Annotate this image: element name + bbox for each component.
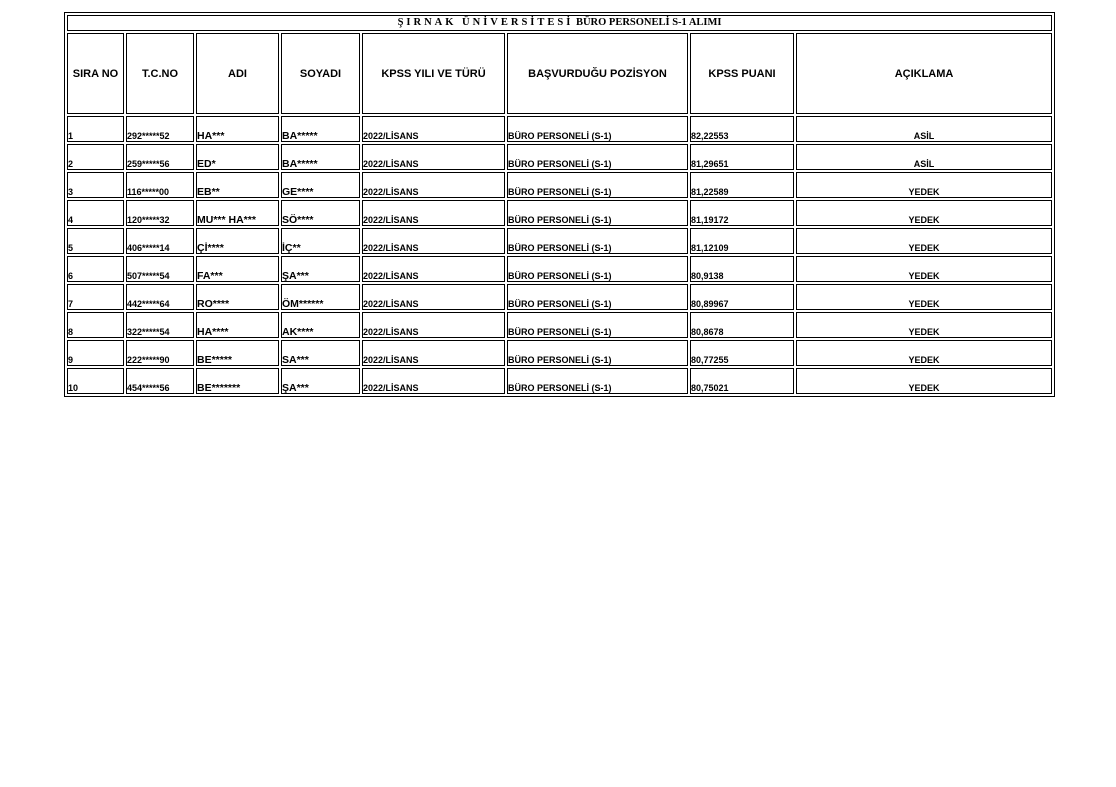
cell-soyadi: GE****: [281, 172, 360, 198]
cell-tc: 406*****14: [126, 228, 194, 254]
cell-aciklama: ASİL: [796, 116, 1052, 142]
table-row: [67, 228, 1052, 254]
cell-pozisyon: BÜRO PERSONELİ (S-1): [507, 172, 688, 198]
cell-tc: 454*****56: [126, 368, 194, 394]
cell-soyadi: ŞA***: [281, 368, 360, 394]
cell-puan: 80,89967: [690, 284, 794, 310]
header-aciklama: AÇIKLAMA: [796, 33, 1052, 114]
header-row: [67, 33, 1052, 114]
cell-sira: 9: [67, 340, 124, 366]
cell-kpss: 2022/LİSANS: [362, 256, 505, 282]
cell-kpss: 2022/LİSANS: [362, 172, 505, 198]
cell-soyadi: AK****: [281, 312, 360, 338]
cell-pozisyon: BÜRO PERSONELİ (S-1): [507, 200, 688, 226]
cell-soyadi: BA*****: [281, 116, 360, 142]
cell-pozisyon: BÜRO PERSONELİ (S-1): [507, 228, 688, 254]
header-tc-no: T.C.NO: [126, 33, 194, 114]
cell-sira: 3: [67, 172, 124, 198]
cell-pozisyon: BÜRO PERSONELİ (S-1): [507, 144, 688, 170]
cell-puan: 81,19172: [690, 200, 794, 226]
cell-soyadi: SÖ****: [281, 200, 360, 226]
cell-tc: 292*****52: [126, 116, 194, 142]
table-row: [67, 200, 1052, 226]
cell-kpss: 2022/LİSANS: [362, 340, 505, 366]
cell-soyadi: ŞA***: [281, 256, 360, 282]
table-row: [67, 368, 1052, 394]
cell-tc: 259*****56: [126, 144, 194, 170]
table-row: [67, 144, 1052, 170]
cell-puan: 80,75021: [690, 368, 794, 394]
cell-puan: 80,8678: [690, 312, 794, 338]
cell-aciklama: YEDEK: [796, 172, 1052, 198]
cell-aciklama: ASİL: [796, 144, 1052, 170]
cell-soyadi: SA***: [281, 340, 360, 366]
cell-kpss: 2022/LİSANS: [362, 312, 505, 338]
cell-sira: 7: [67, 284, 124, 310]
title-row: [67, 15, 1052, 31]
cell-pozisyon: BÜRO PERSONELİ (S-1): [507, 116, 688, 142]
cell-tc: 322*****54: [126, 312, 194, 338]
cell-sira: 4: [67, 200, 124, 226]
header-kpss-puani: KPSS PUANI: [690, 33, 794, 114]
cell-adi: EB**: [196, 172, 279, 198]
cell-tc: 222*****90: [126, 340, 194, 366]
cell-aciklama: YEDEK: [796, 256, 1052, 282]
header-pozisyon: BAŞVURDUĞU POZİSYON: [507, 33, 688, 114]
cell-puan: 81,29651: [690, 144, 794, 170]
table-row: [67, 172, 1052, 198]
table-row: [67, 256, 1052, 282]
cell-aciklama: YEDEK: [796, 312, 1052, 338]
cell-pozisyon: BÜRO PERSONELİ (S-1): [507, 312, 688, 338]
cell-adi: BE*****: [196, 340, 279, 366]
cell-aciklama: YEDEK: [796, 340, 1052, 366]
header-kpss-yili: KPSS YILI VE TÜRÜ: [362, 33, 505, 114]
title-university: ŞIRNAK ÜNİVERSİTESİ: [397, 17, 574, 28]
results-table: [64, 12, 1055, 397]
cell-pozisyon: BÜRO PERSONELİ (S-1): [507, 284, 688, 310]
cell-kpss: 2022/LİSANS: [362, 144, 505, 170]
cell-aciklama: YEDEK: [796, 368, 1052, 394]
cell-soyadi: ÖM******: [281, 284, 360, 310]
cell-puan: 81,12109: [690, 228, 794, 254]
header-adi: ADI: [196, 33, 279, 114]
cell-aciklama: YEDEK: [796, 228, 1052, 254]
table-row: [67, 116, 1052, 142]
cell-adi: Çİ****: [196, 228, 279, 254]
cell-soyadi: İÇ**: [281, 228, 360, 254]
cell-sira: 2: [67, 144, 124, 170]
cell-kpss: 2022/LİSANS: [362, 200, 505, 226]
cell-sira: 5: [67, 228, 124, 254]
document-title: [67, 15, 1052, 31]
cell-puan: 82,22553: [690, 116, 794, 142]
cell-sira: 8: [67, 312, 124, 338]
cell-tc: 507*****54: [126, 256, 194, 282]
header-sira-no: SIRA NO: [67, 33, 124, 114]
cell-tc: 116*****00: [126, 172, 194, 198]
cell-aciklama: YEDEK: [796, 284, 1052, 310]
cell-puan: 81,22589: [690, 172, 794, 198]
cell-sira: 1: [67, 116, 124, 142]
cell-pozisyon: BÜRO PERSONELİ (S-1): [507, 368, 688, 394]
cell-adi: FA***: [196, 256, 279, 282]
cell-pozisyon: BÜRO PERSONELİ (S-1): [507, 340, 688, 366]
title-subject: BÜRO PERSONELİ S-1 ALIMI: [573, 17, 722, 28]
cell-adi: RO****: [196, 284, 279, 310]
cell-adi: HA****: [196, 312, 279, 338]
cell-kpss: 2022/LİSANS: [362, 368, 505, 394]
cell-kpss: 2022/LİSANS: [362, 228, 505, 254]
cell-adi: HA***: [196, 116, 279, 142]
table-row: [67, 340, 1052, 366]
cell-sira: 6: [67, 256, 124, 282]
cell-sira: 10: [67, 368, 124, 394]
cell-adi: ED*: [196, 144, 279, 170]
cell-puan: 80,9138: [690, 256, 794, 282]
cell-aciklama: YEDEK: [796, 200, 1052, 226]
cell-adi: BE*******: [196, 368, 279, 394]
cell-puan: 80,77255: [690, 340, 794, 366]
cell-tc: 442*****64: [126, 284, 194, 310]
document-sheet: [64, 12, 1053, 397]
cell-pozisyon: BÜRO PERSONELİ (S-1): [507, 256, 688, 282]
cell-soyadi: BA*****: [281, 144, 360, 170]
table-row: [67, 284, 1052, 310]
header-soyadi: SOYADI: [281, 33, 360, 114]
cell-tc: 120*****32: [126, 200, 194, 226]
cell-adi: MU*** HA***: [196, 200, 279, 226]
table-row: [67, 312, 1052, 338]
cell-kpss: 2022/LİSANS: [362, 116, 505, 142]
cell-kpss: 2022/LİSANS: [362, 284, 505, 310]
